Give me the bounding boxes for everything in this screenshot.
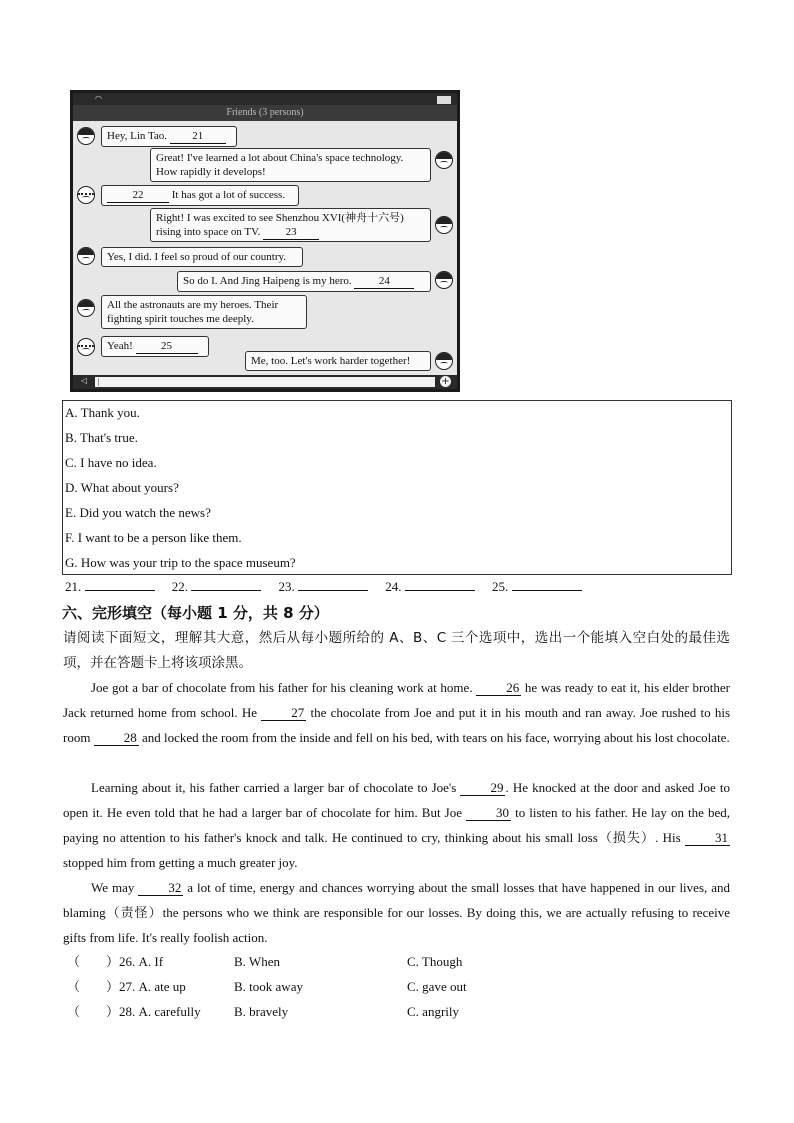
avatar <box>435 352 453 370</box>
passage-text: . He knocked at the door and asked Joe to open it. He even told that he had a larger bar of chocolate for him. But Joe <box>63 780 730 820</box>
passage-text: a lot of time, energy and chances worrying about the small losses that have happened in our lives, and blaming（责怪）the persons who we think are responsible for our losses. By doing this, we are actually refusing to receive gifts from life. It's really foolish action. <box>63 880 730 945</box>
avatar <box>77 186 95 204</box>
blank-30: 30 <box>466 805 511 821</box>
message-text: How rapidly it develops! <box>156 166 266 178</box>
option-c[interactable]: C. gave out <box>407 979 467 994</box>
chat-message-24 <box>177 271 431 292</box>
message-text: Hey, Lin Tao. <box>107 130 170 142</box>
passage-paragraph-2 <box>63 775 730 875</box>
blank-21: 21 <box>170 129 226 144</box>
avatar <box>77 299 95 317</box>
blank-number: 23. <box>278 579 295 594</box>
voice-icon[interactable]: ◁ <box>81 376 88 385</box>
message-text: fighting spirit touches me deeply. <box>107 313 254 325</box>
option-b[interactable]: B. When <box>234 954 280 969</box>
passage-text: Joe got a bar of chocolate from his father for his cleaning work at home. <box>91 680 477 695</box>
blank-number: 22. <box>171 579 188 594</box>
chat-message-21 <box>101 126 237 147</box>
message-text: rising into space on TV. <box>156 226 264 238</box>
answer-blank-24[interactable] <box>385 579 475 595</box>
blank-25: 25 <box>136 339 198 354</box>
message-text: So do I. And Jing Haipeng is my hero. <box>183 275 355 287</box>
section-instructions: 请阅读下面短文，理解其大意，然后从每小题所给的 A、B、C 三个选项中，选出一个能填入空白处的最佳选项，并在答题卡上将该项涂黑。 <box>63 630 730 671</box>
passage-text: the chocolate from Joe and put it in his mouth and ran away. Joe rushed to his room <box>63 705 730 745</box>
passage-text: and locked the room from the inside and fell on his bed, with tears on his face, worrying about his lost chocolate. <box>138 730 730 745</box>
avatar <box>77 247 95 265</box>
chat-input-bar <box>73 375 457 389</box>
passage-paragraph-1 <box>63 675 730 750</box>
blank-number: 21. <box>65 579 82 594</box>
message-text: Great! I've learned a lot about China's space technology. <box>156 152 404 164</box>
blank-29: 29 <box>460 780 505 796</box>
blank-24: 24 <box>354 274 414 289</box>
option-b: B. That's true. <box>65 430 138 445</box>
options-box <box>62 400 732 575</box>
question-number: （ ）26. A. If <box>67 954 164 969</box>
chat-input[interactable]: | <box>95 377 435 387</box>
section-title: 六、完形填空（每小题 1 分，共 8 分） <box>62 604 329 622</box>
phone-status-bar <box>73 93 457 105</box>
option-c[interactable]: C. Though <box>407 954 463 969</box>
chat-message-25 <box>101 336 209 357</box>
wifi-icon: ◠ <box>95 94 102 103</box>
battery-icon <box>437 96 451 104</box>
blank-number: 25. <box>492 579 509 594</box>
passage-text: Learning about it, his father carried a larger bar of chocolate to Joe's <box>91 780 461 795</box>
blank-31: 31 <box>685 830 730 846</box>
message-text: Yes, I did. I feel so proud of our country. <box>107 251 287 263</box>
blank-26: 26 <box>476 680 521 696</box>
avatar <box>435 271 453 289</box>
question-number: （ ）28. A. carefully <box>67 1004 201 1019</box>
message-text: Right! I was excited to see Shenzhou XVI(神舟十六号) <box>156 212 404 224</box>
question-number: （ ）27. A. ate up <box>67 979 186 994</box>
option-b[interactable]: B. took away <box>234 979 303 994</box>
passage-paragraph-3 <box>63 875 730 950</box>
blank-22: 22 <box>107 188 169 203</box>
passage-text: stopped him from getting a much greater joy. <box>63 855 298 870</box>
option-c[interactable]: C. angrily <box>407 1004 459 1019</box>
chat-message-proud <box>101 247 303 267</box>
option-e: E. Did you watch the news? <box>65 505 211 520</box>
blank-23: 23 <box>263 225 319 240</box>
answer-blank-22[interactable] <box>172 579 262 595</box>
answer-blank-21[interactable] <box>65 579 155 595</box>
answer-blanks <box>65 579 596 595</box>
answer-blank-23[interactable] <box>279 579 369 595</box>
avatar <box>435 151 453 169</box>
passage-text: he was ready to eat it, his elder brother Jack returned home from school. He <box>63 680 730 720</box>
option-g: G. How was your trip to the space museum? <box>65 555 296 570</box>
add-icon[interactable]: + <box>441 376 450 387</box>
passage-text: We may <box>91 880 139 895</box>
chat-message-astronauts <box>101 295 307 329</box>
message-text: Me, too. Let's work harder together! <box>251 355 411 367</box>
blank-27: 27 <box>261 705 306 721</box>
option-a: A. Thank you. <box>65 405 140 420</box>
option-f: F. I want to be a person like them. <box>65 530 242 545</box>
chat-message-22 <box>101 185 299 206</box>
option-d: D. What about yours? <box>65 480 179 495</box>
chat-screenshot <box>70 90 460 392</box>
blank-32: 32 <box>138 880 183 896</box>
answer-blank-25[interactable] <box>492 579 582 595</box>
message-text: All the astronauts are my heroes. Their <box>107 299 279 311</box>
chat-message-23 <box>150 208 431 242</box>
blank-28: 28 <box>94 730 139 746</box>
avatar <box>77 338 95 356</box>
avatar <box>77 127 95 145</box>
blank-number: 24. <box>385 579 402 594</box>
chat-message-work-harder <box>245 351 431 371</box>
chat-message-space-tech <box>150 148 431 182</box>
option-b[interactable]: B. bravely <box>234 1004 289 1019</box>
chat-title: Friends (3 persons) <box>73 105 457 121</box>
message-text: Yeah! <box>107 340 136 352</box>
avatar <box>435 216 453 234</box>
option-c: C. I have no idea. <box>65 455 157 470</box>
passage-text: to listen to his father. He lay on the bed, paying no attention to his father's knock and talk. He continued to cry, thinking about his small loss（损失）. His <box>63 805 730 845</box>
message-text: It has got a lot of success. <box>169 189 286 201</box>
